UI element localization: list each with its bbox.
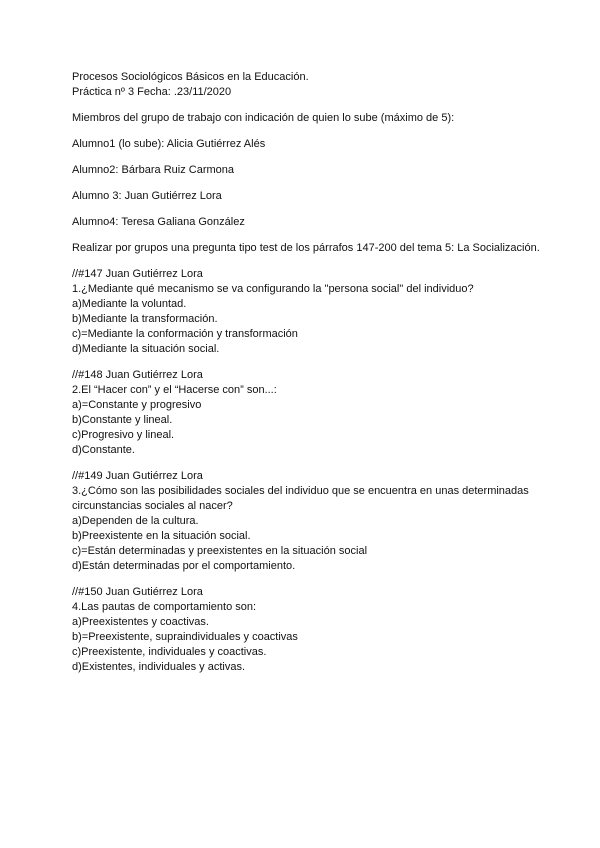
document-body xyxy=(72,70,542,675)
instructions: Realizar por grupos una pregunta tipo test de los párrafos 147-200 del tema 5: La Socialización. xyxy=(72,242,540,254)
option-d: d)Están determinadas por el comportamiento. xyxy=(72,560,296,572)
question-ref: //#150 Juan Gutiérrez Lora xyxy=(72,586,203,598)
question-text: 1.¿Mediante qué mecanismo se va configurando la "persona social" del individuo? xyxy=(72,283,474,295)
option-c: c)=Mediante la conformación y transformación xyxy=(72,328,298,340)
question-ref: //#149 Juan Gutiérrez Lora xyxy=(72,470,203,482)
question-block-149 xyxy=(72,469,542,574)
members-intro: Miembros del grupo de trabajo con indicación de quien lo sube (máximo de 5): xyxy=(72,112,455,124)
option-b: b)=Preexistente, supraindividuales y coactivas xyxy=(72,631,298,643)
member-3: Alumno 3: Juan Gutiérrez Lora xyxy=(72,190,222,202)
question-text: 2.El “Hacer con” y el “Hacerse con” son...: xyxy=(72,384,277,396)
question-ref: //#147 Juan Gutiérrez Lora xyxy=(72,268,203,280)
question-text: 4.Las pautas de comportamiento son: xyxy=(72,601,257,613)
option-b: b)Preexistente en la situación social. xyxy=(72,530,251,542)
option-b: b)Constante y lineal. xyxy=(72,414,173,426)
option-a: a)Mediante la voluntad. xyxy=(72,298,187,310)
option-a: a)=Constante y progresivo xyxy=(72,399,202,411)
question-block-150 xyxy=(72,585,542,675)
member-4: Alumno4: Teresa Galiana González xyxy=(72,216,245,228)
option-d: d)Existentes, individuales y activas. xyxy=(72,661,246,673)
question-text: 3.¿Cómo son las posibilidades sociales del individuo que se encuentra en unas determinadas circunstancias sociales al nacer? xyxy=(72,485,529,512)
document-title: Procesos Sociológicos Básicos en la Educación. xyxy=(72,71,309,83)
member-1: Alumno1 (lo sube): Alicia Gutiérrez Alés xyxy=(72,138,266,150)
option-c: c)Progresivo y lineal. xyxy=(72,429,175,441)
option-c: c)Preexistente, individuales y coactivas. xyxy=(72,646,267,658)
practice-date: Práctica nº 3 Fecha: .23/11/2020 xyxy=(72,86,232,98)
option-c: c)=Están determinadas y preexistentes en la situación social xyxy=(72,545,368,557)
option-d: d)Constante. xyxy=(72,444,135,456)
question-block-147 xyxy=(72,267,542,357)
option-a: a)Preexistentes y coactivas. xyxy=(72,616,209,628)
option-d: d)Mediante la situación social. xyxy=(72,343,220,355)
option-a: a)Dependen de la cultura. xyxy=(72,515,199,527)
option-b: b)Mediante la transformación. xyxy=(72,313,218,325)
question-block-148 xyxy=(72,368,542,458)
member-2: Alumno2: Bárbara Ruiz Carmona xyxy=(72,164,235,176)
question-ref: //#148 Juan Gutiérrez Lora xyxy=(72,369,203,381)
